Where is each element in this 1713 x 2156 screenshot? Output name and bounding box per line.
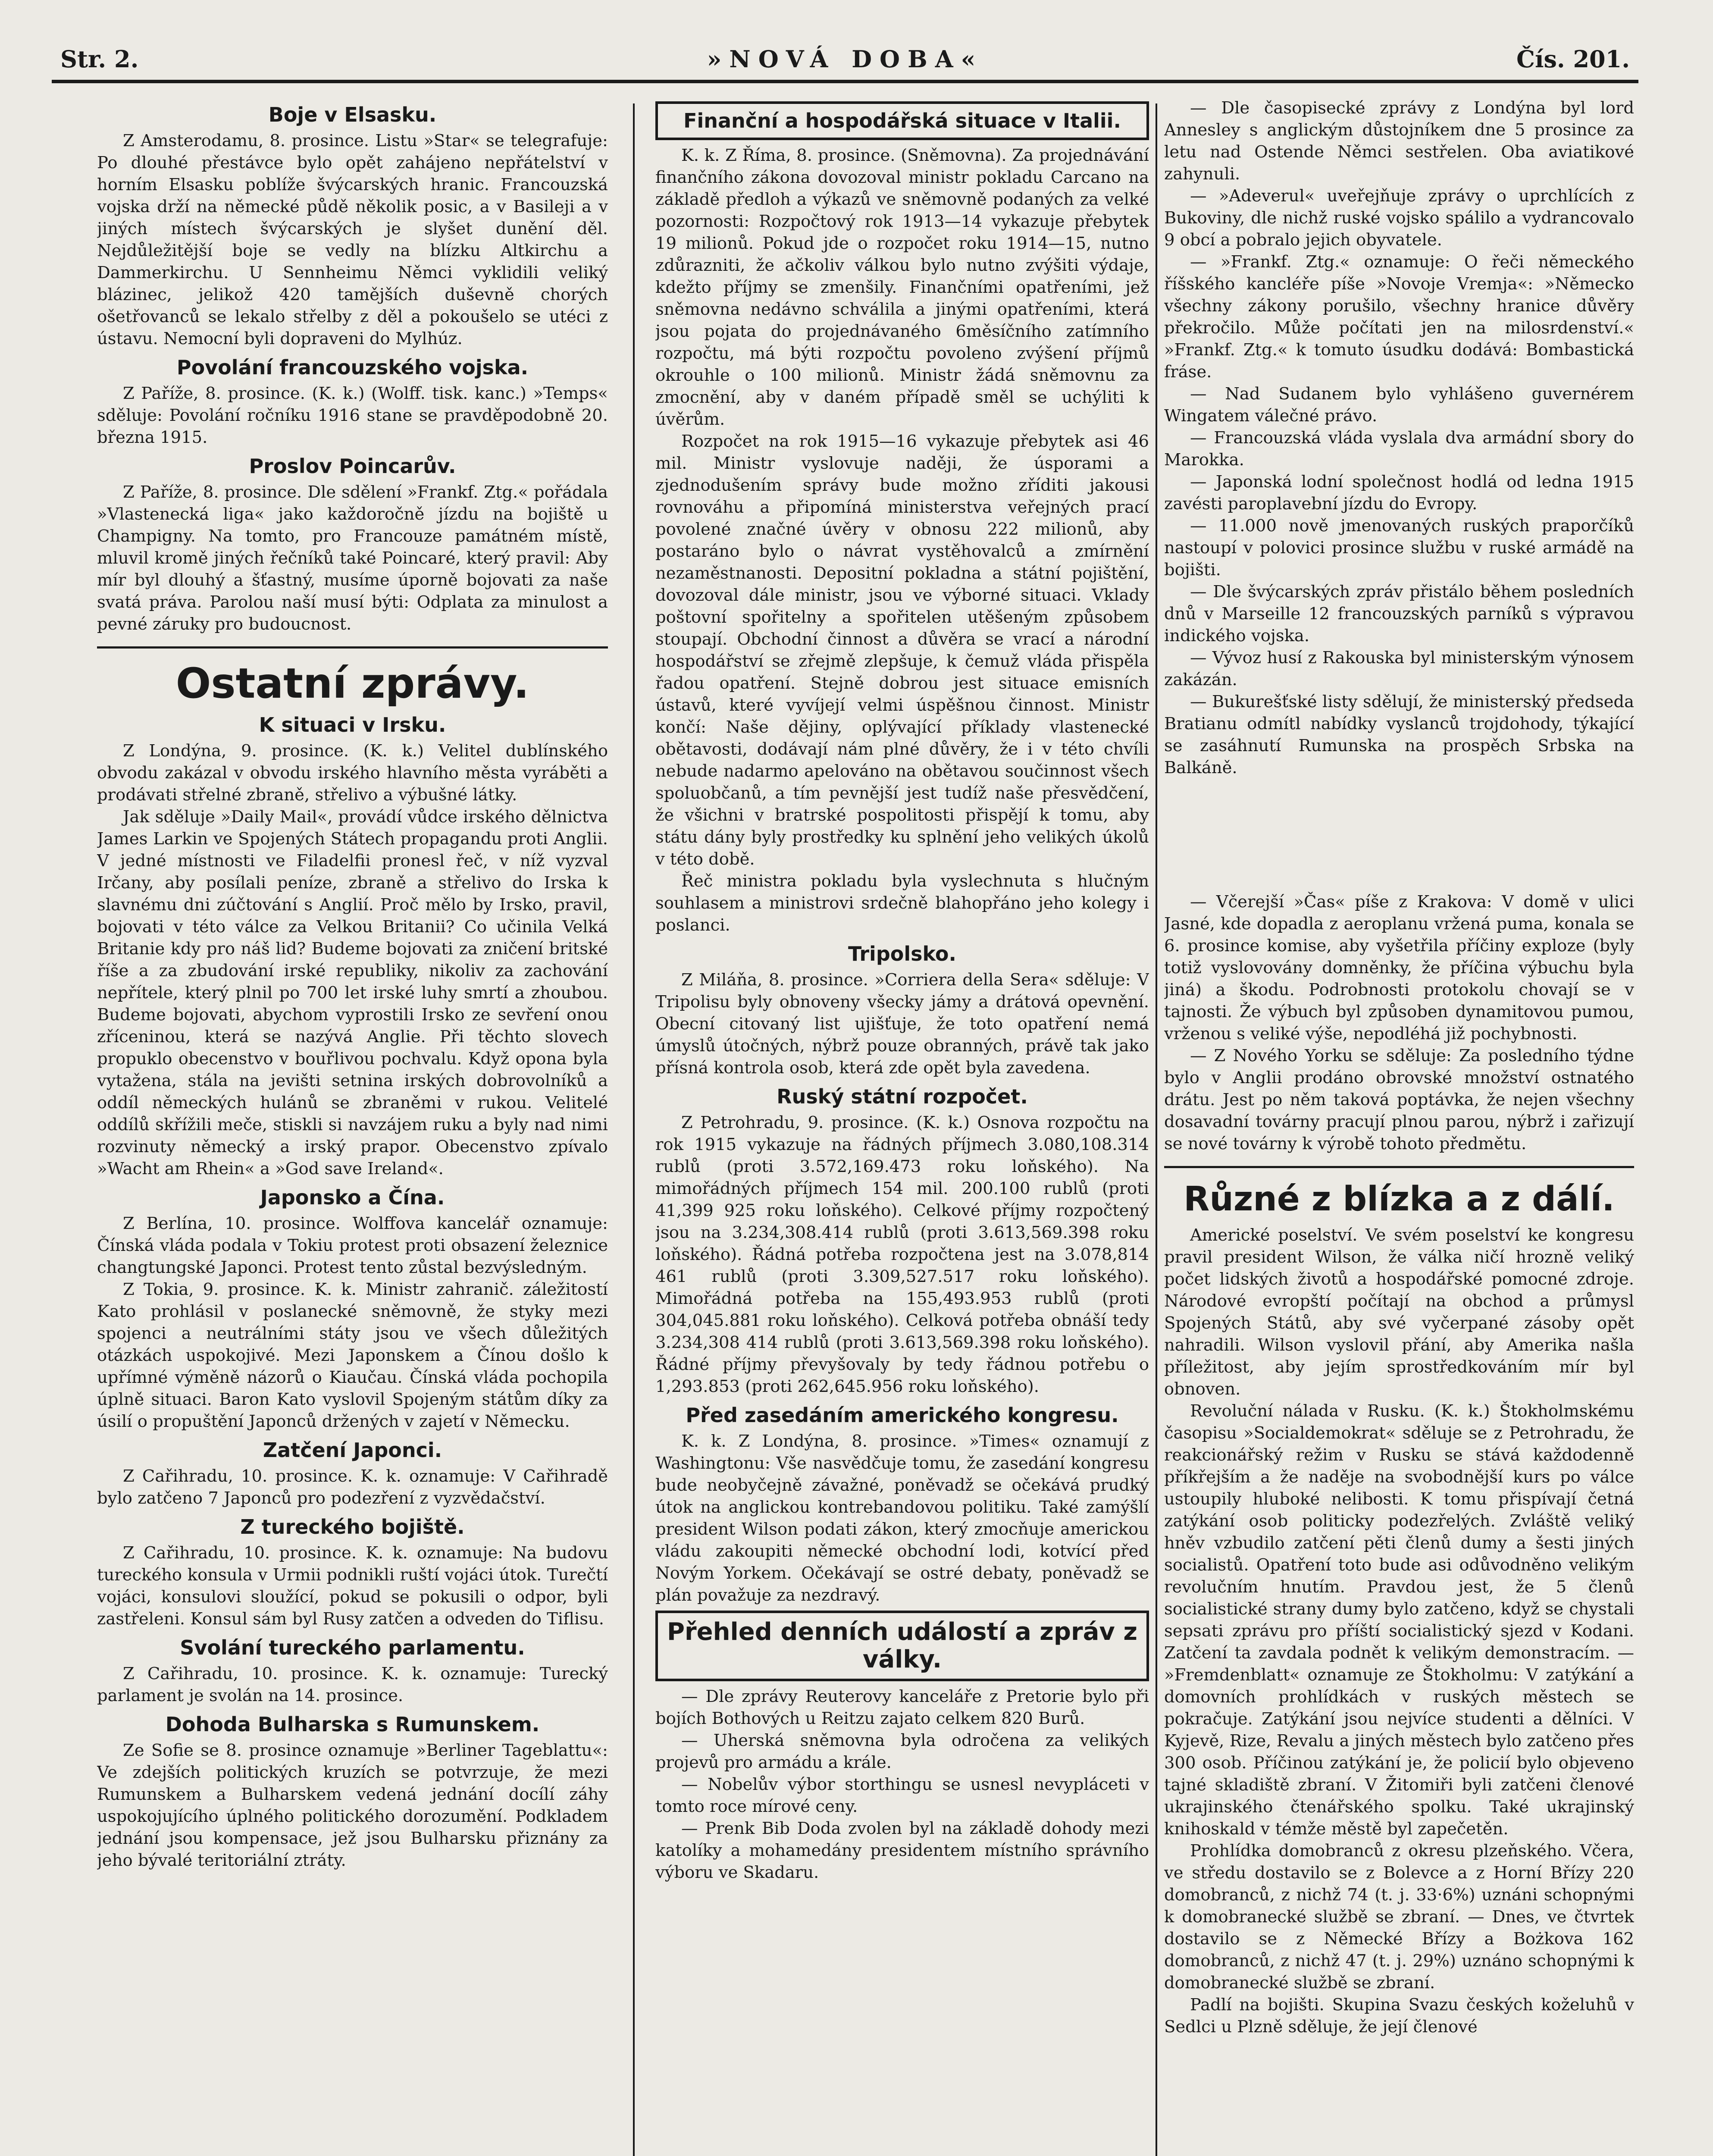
news-item: — Z Nového Yorku se sděluje: Za posledního týdne bylo v Anglii prodáno obrovské množství ostnatého drátu. Jest po něm taková poptávka, že nejen všechny dosavadní továrny pracují plnou parou, nýbrž i zařizují se nové továrny k výrobě tohoto předmětu. xyxy=(1164,1046,1634,1153)
article-paragraph: Z Miláňa, 8. prosince. »Corriera della Sera« sděluje: V Tripolisu byly obnoveny všecky jámy a drátová opevnění. Obecní citovaný list ujišťuje, že toto opatření nemá úmyslů útočných, nýbrž pouze obranných, právě tak jako přísná kontrola osob, která zde opět byla zavedena. xyxy=(655,970,1149,1078)
article-paragraph: Z Petrohradu, 9. prosince. (K. k.) Osnova rozpočtu na rok 1915 vykazuje na řádných příjmech 3.080,108.314 rublů (proti 3.572,169.473 roku loňského). Na mimořádných příjmech 154 mil. 200.100 rublů (proti 41,399 925 roku loňského). Celkové příjmy rozpočtený jsou na 3.234,308.414 rublů (proti 3.613,569.398 roku loňského). Řádná potřeba rozpočtena jest na 3.078,814 461 rublů (proti 3.309,527.517 roku loňského). Mimořádná potřeba na 155,493.953 rublů (proti 304,045.881 roku loňského). Celková potřeba obnáší tedy 3.234,308 414 rublů (proti 3.613,569.398 roku loňského). Řádné příjmy převyšovaly by tedy řádnou potřebu o 1,293.853 (proti 262,645.956 roku loňského). xyxy=(655,1113,1149,1396)
article-paragraph: K. k. Z Londýna, 8. prosince. »Times« oznamují z Washingtonu: Vše nasvědčuje tomu, že zasedání kongresu bude neobyčejně závažné, poněvadž se očekává prudký útok na anglickou kontrebandovou politiku. Také zamýšlí president Wilson podati zákon, který zmocňuje americkou vládu zakoupiti německé obchodní lodi, kotvící před Novým Yorkem. Očekávají se ostré debaty, poněvadž se plán považuje za nezdravý. xyxy=(655,1432,1149,1605)
article-paragraph: Ze Sofie se 8. prosince oznamuje »Berliner Tageblattu«: Ve zdejších politických kruzích se potvrzuje, že mezi Rumunskem a Bulharskem vedená jednání docílí záhy uspokojujícího úplného politického dorozumění. Podkladem jednání jsou kompensace, jež jsou Bulharsku přiznány za jeho bývalé teritoriální ztráty. xyxy=(97,1741,608,1870)
article-paragraph: Z Paříže, 8. prosince. Dle sdělení »Frankf. Ztg.« pořádala »Vlastenecká liga« jako každoročně jízdu na bojiště u Champigny. Na tomto, pro Francouze památném místě, mluvil kromě jiných řečníků také Poincaré, který pravil: Aby mír byl dlouhý a šťastný, musíme úporně bojovati za naše svatá práva. Parolou naší musí býti: Odplata za minulost a pevné záruky pro budoucnost. xyxy=(97,483,608,634)
article-heading: Zatčení Japonci. xyxy=(263,1438,442,1462)
article-heading: Povolání francouzského vojska. xyxy=(176,356,529,379)
article-heading: Přehled denních událostí a zpráv z války. xyxy=(667,1618,1137,1673)
news-item: — Dle švýcarských zpráv přistálo během posledních dnů v Marseille 12 francouzských parníků s výpravou indického vojska. xyxy=(1164,582,1634,646)
news-item: — Dle časopisecké zprávy z Londýna byl lord Annesley s anglickým důstojníkem dne 5 prosince za letu nad Ostende Němci sestřelen. Oba aviatikové zahynuli. xyxy=(1164,98,1634,184)
article-paragraph: Řeč ministra pokladu byla vyslechnuta s hlučným souhlasem a ministrovi srdečně blahopřáno jeho kolegy i poslanci. xyxy=(655,871,1149,935)
article-paragraph: Jak sděluje »Daily Mail«, provádí vůdce irského dělnictva James Larkin ve Spojených Státech propagandu proti Anglii. V jedné místnosti ve Filadelfii pronesl řeč, v níž vyzval Irčany, aby posílali peníze, zbraně a střelivo do Irska k slavnému dni zúčtování s Anglií. Proč mělo by Irsko, pravil, bojovati v této válce za Velkou Britanii? Co učinila Velká Britanie kdy pro náš lid? Budeme bojovati za zničení britské říše a za zbudování irské republiky, nikoliv za zachování nepřítele, který plnil po 700 let irské luhy smrtí a zhoubou. Budeme bojovati, abychom vyprostili Irsko ze sevření onou zříceninou, která se nazývá Anglie. Při těchto slovech propuklo obecenstvo v bouřlivou pochvalu. Když opona byla vytažena, stála na jevišti setnina irských dobrovolníků a oddíl německých hulánů se zbraněmi v rukou. Velitelé oddílů skřížili meče, stiskli si navzájem ruku a byly nad nimi rozvinuty německý a irský prapor. Obecenstvo zpívalo »Wacht am Rhein« a »God save Ireland«. xyxy=(97,807,608,1178)
page-number: Str. 2. xyxy=(60,45,139,73)
column-2 xyxy=(655,97,1149,2156)
news-item: — »Adeverul« uveřejňuje zprávy o uprchlících z Bukoviny, dle nichž ruské vojsko spálilo a vydrancovalo 9 obcí a pobralo jejich obyvatele. xyxy=(1164,186,1634,250)
boxed-heading xyxy=(655,101,1149,140)
article-paragraph: Z Londýna, 9. prosince. (K. k.) Velitel dublínského obvodu zakázal v obvodu irského hlavního města vyráběti a prodávati střelné zbraně, střelivo a výbušné látky. xyxy=(97,741,608,805)
article-paragraph: Z Tokia, 9. prosince. K. k. Ministr zahranič. záležitostí Kato prohlásil v poslanecké sněmovně, že styky mezi spojenci a neutrálními státy jsou ve všech důležitých otázkách uspokojivé. Mezi Japonskem a Čínou došlo k upřímné výměně názorů o Kiaučau. Čínská vláda pochopila úplně situaci. Baron Kato vyslovil Spojeným státům díky za úsilí o propuštění Japonců držených v zajetí v Německu. xyxy=(97,1280,608,1431)
article-heading: Ruský státní rozpočet. xyxy=(777,1085,1028,1108)
article-paragraph: Z Cařihradu, 10. prosince. K. k. oznamuje: Na budovu tureckého konsula v Urmii podnikli ruští vojáci útok. Turečtí vojáci, konsulovi sloužící, pokud se pokusili o odpor, byli zastřeleni. Konsul sám byl Rusy zatčen a odveden do Tiflisu. xyxy=(97,1543,608,1629)
article-paragraph: — Nobelův výbor storthingu se usnesl nevypláceti v tomto roce mírové ceny. xyxy=(655,1775,1149,1816)
article-heading: Proslov Poincarův. xyxy=(249,454,456,478)
article-paragraph: Z Paříže, 8. prosince. (K. k.) (Wolff. tisk. kanc.) »Temps« sděluje: Povolání ročníku 1916 stane se pravděpodobně 20. března 1915. xyxy=(97,384,608,447)
news-item: — Včerejší »Čas« píše z Krakova: V domě v ulici Jasné, kde dopadla z aeroplanu vržená puma, konala se 6. prosince komise, aby vyšetřila příčiny exploze (byly totiž vyslovovány domněnky, že příčina výbuchu byla jiná) a škodu. Podrobnosti protokolu chovají se v tajnosti. Že výbuch byl způsoben dynamitovou pumou, vrženou s veliké výše, nepodléhá již pochybnosti. xyxy=(1164,892,1634,1044)
article-paragraph: Americké poselství. Ve svém poselství ke kongresu pravil president Wilson, že válka ničí hrozně veliký počet lidských životů a hospodářské pomocné zdroje. Národové evropští počítají na obchod a průmysl Spojených Států, aby své vyčerpané zásoby opět nahradili. Wilson vyslovil přání, aby Amerika našla příležitost, aby jejím sprostředkováním mír byl obnoven. xyxy=(1164,1225,1634,1399)
blank-gap xyxy=(1164,779,1634,891)
article-heading: Před zasedáním amerického kongresu. xyxy=(686,1404,1119,1427)
article-paragraph: Z Cařihradu, 10. prosince. K. k. oznamuje: V Cařihradě bylo zatčeno 7 Japonců pro podezření z vyzvědačství. xyxy=(97,1467,608,1508)
article-paragraph: K. k. Z Říma, 8. prosince. (Sněmovna). Za projednávání finančního zákona dovozoval ministr pokladu Carcano na základě předloh a výkazů ve sněmovně podaných za velké pozornosti: Rozpočtový rok 1913—14 vykazuje přebytek 19 milionů. Pokud jde o rozpočet roku 1914—15, nutno zdůrazniti, že ačkoliv válkou bylo nutno zvýšiti výdaje, kdežto příjmy se zmenšily. Finančními opatřeními, jež sněmovna nedávno schválila a jinými opatřeními, která jsou pojata do projednávaného 6měsíčního zatímního rozpočtu, má býti rozpočtu povoleno zvýšení příjmů okrouhle o 100 milionů. Ministr žádá sněmovnu za zmocnění, aby v daném případě směl se uchýliti k úvěrům. xyxy=(655,146,1149,429)
boxed-heading xyxy=(655,1611,1149,1681)
column-rule xyxy=(633,103,635,2156)
section-rule xyxy=(97,646,608,649)
article-paragraph: — Prenk Bib Doda zvolen byl na základě dohody mezi katolíky a mohamedány presidentem místního správního výboru ve Skadaru. xyxy=(655,1819,1149,1882)
news-item: — Bukurešťské listy sdělují, že ministerský předseda Bratianu odmítl nabídky vyslanců trojdohody, týkající se zasáhnutí Rumunska na prospěch Srbska na Balkáně. xyxy=(1164,692,1634,777)
issue-number: Čís. 201. xyxy=(1516,45,1630,73)
news-item: — 11.000 nově jmenovaných ruských praporčíků nastoupí v polovici prosince službu v ruské armádě na bojišti. xyxy=(1164,516,1634,580)
article-paragraph: — Dle zprávy Reuterovy kanceláře z Pretorie bylo při bojích Bothových u Reitzu zajato celkem 820 Burů. xyxy=(655,1687,1149,1728)
column-3 xyxy=(1164,97,1634,2156)
section-heading: Různé z blízka a z dálí. xyxy=(1184,1180,1615,1219)
article-heading: Dohoda Bulharska s Rumunskem. xyxy=(165,1713,540,1736)
column-1 xyxy=(97,97,608,2156)
news-item: — »Frankf. Ztg.« oznamuje: O řeči německého říšského kancléře píše »Novoje Vremja«: »Německo všechny zákony porušilo, všechny hranice důvěry překročilo. Může počítati jen na milosrdenství.« »Frankf. Ztg.« k tomuto úsudku dodává: Bombastická fráse. xyxy=(1164,252,1634,382)
news-item: — Francouzská vláda vyslala dva armádní sbory do Marokka. xyxy=(1164,428,1634,470)
article-paragraph: Rozpočet na rok 1915—16 vykazuje přebytek asi 46 mil. Ministr vyslovuje naději, že úsporami a zjednodušením správy bude možno zříditi jakousi rovnováhu a připomíná ministerstva veřejných prací povolené značné úvěry v obnosu 222 milionů, aby postaráno bylo o návrat vystěhovalců a zmírnění nezaměstnanosti. Depositní pokladna a státní pojištění, dovozoval dále ministr, jsou ve výborné situaci. Vklady poštovní spořitelny a spořitelen utěšeným způsobem stoupají. Obchodní činnost a důvěra se vrací a národní hospodářství se zřejmě zlepšuje, k čemuž vláda přispěla řadou opatření. Stejně dobrou jest situace emisních ústavů, které vyvíjejí velmi úspěšnou činnost. Ministr končí: Naše dějiny, oplývající příklady vlastenecké obětavosti, dodávají nám plné důvěry, že i v této chvíli nebude nadarmo apelováno na obětavou součinnost všech spoluobčanů, a tím pevnější jest tudíž naše přesvědčení, že všichni v bratrské pospolitosti přispějí k tomu, aby státu dány byly prostředky ku splnění jeho velikých úkolů v této době. xyxy=(655,432,1149,869)
article-paragraph: Z Cařihradu, 10. prosince. K. k. oznamuje: Turecký parlament je svolán na 14. prosince. xyxy=(97,1664,608,1705)
section-heading: Ostatní zprávy. xyxy=(175,659,529,708)
news-item: — Vývoz husí z Rakouska byl ministerským výnosem zakázán. xyxy=(1164,648,1634,689)
article-heading: Tripolsko. xyxy=(848,942,956,965)
article-heading: Z tureckého bojiště. xyxy=(240,1515,465,1539)
article-paragraph: Z Berlína, 10. prosince. Wolffova kancelář oznamuje: Čínská vláda podala v Tokiu protest proti obsazení železnice changtungské Japonci. Protest tento zůstal bezvýsledným. xyxy=(97,1214,608,1277)
article-paragraph: Prohlídka domobranců z okresu plzeňského. Včera, ve středu dostavilo se z Bolevce a z Horní Břízy 220 domobranců, z nichž 74 (t. j. 33·6%) uznáni schopnými k domobranecké službě se zbraní. — Dnes, ve čtvrtek dostavilo se z Německé Břízy a Bożkova 162 domobranců, z nichž 47 (t. j. 29%) uznáno schopnými k domobranecké službě se zbraní. xyxy=(1164,1841,1634,1993)
article-paragraph: Revoluční nálada v Rusku. (K. k.) Štokholmskému časopisu »Socialdemokrat« sděluje se z Petrohradu, že reakcionářský režim v Rusku se stává každodenně příkřejším a že naděje na svobodnější kurs po válce ustoupily hluboké nelibosti. K tomu přispívají četná zatýkání osob politicky podezřelých. Zvláště veliký hněv vzbudilo zatčení pěti členů dumy a šesti jiných socialistů. Opatření toto bude asi odůvodněno velikým revolučním hnutím. Pravdou jest, že 5 členů socialistické strany dumy bylo zatčeno, když se chystali sepsati zprávu pro příští socialistický sjezd v Kodani. Zatčení ta zavdala podnět k velikým demonstracím. — »Fremdenblatt« oznamuje ze Štokholmu: V zatýkání a domovních prohlídkách v ruských městech se pokračuje. Zatýkání jsou nejvíce studenti a dělníci. V Kyjevě, Rize, Revalu a jiných městech bylo zatčeno přes 300 osob. Příčinou zatýkání je, že policií bylo objeveno tajné skladiště zbraní. V Žitomiři byli zatčeni členové ukrajinského čtenářského spolku. Také ukrajinský knihoskald v témže městě byl zapečetěn. xyxy=(1164,1401,1634,1839)
newspaper-title: »NOVÁ DOBA« xyxy=(707,45,983,73)
article-paragraph: Padlí na bojišti. Skupina Svazu českých koželuhů v Sedlci u Plzně sděluje, že její členové xyxy=(1164,1995,1634,2037)
masthead xyxy=(52,37,1638,83)
article-heading: Japonsko a Čína. xyxy=(260,1186,445,1209)
article-heading: K situaci v Irsku. xyxy=(259,713,446,736)
article-paragraph: Z Amsterodamu, 8. prosince. Listu »Star« se telegrafuje: Po dlouhé přestávce bylo opět zahájeno nepřátelství v horním Elsasku poblíže švýcarských hranic. Francouzská vojska drží na německé půdě několik posic, a v Basileji a v jiných místech švýcarských je slyšet dunění děl. Nejdůležitější boje se vedly na blízku Altkirchu a Dammerkirchu. U Sennheimu Němci vyklidili veliký blázinec, jelikož 420 tamějších duševně chorých ošetřovanců se lekalo střelby z děl a pokoušelo se utéci z ústavu. Nemocní byli dopraveni do Mylhúz. xyxy=(97,131,608,348)
news-item: — Japonská lodní společnost hodlá od ledna 1915 zavésti paroplavební jízdu do Evropy. xyxy=(1164,472,1634,514)
article-heading: Finanční a hospodářská situace v Italii. xyxy=(683,109,1121,132)
article-heading: Svolání tureckého parlamentu. xyxy=(180,1636,525,1659)
news-item: — Nad Sudanem bylo vyhlášeno guvernérem Wingatem válečné právo. xyxy=(1164,384,1634,426)
section-rule xyxy=(1164,1166,1634,1168)
article-paragraph: — Uherská sněmovna byla odročena za velikých projevů pro armádu a krále. xyxy=(655,1731,1149,1772)
article-heading: Boje v Elsasku. xyxy=(268,103,437,126)
column-rule xyxy=(1156,103,1157,2156)
